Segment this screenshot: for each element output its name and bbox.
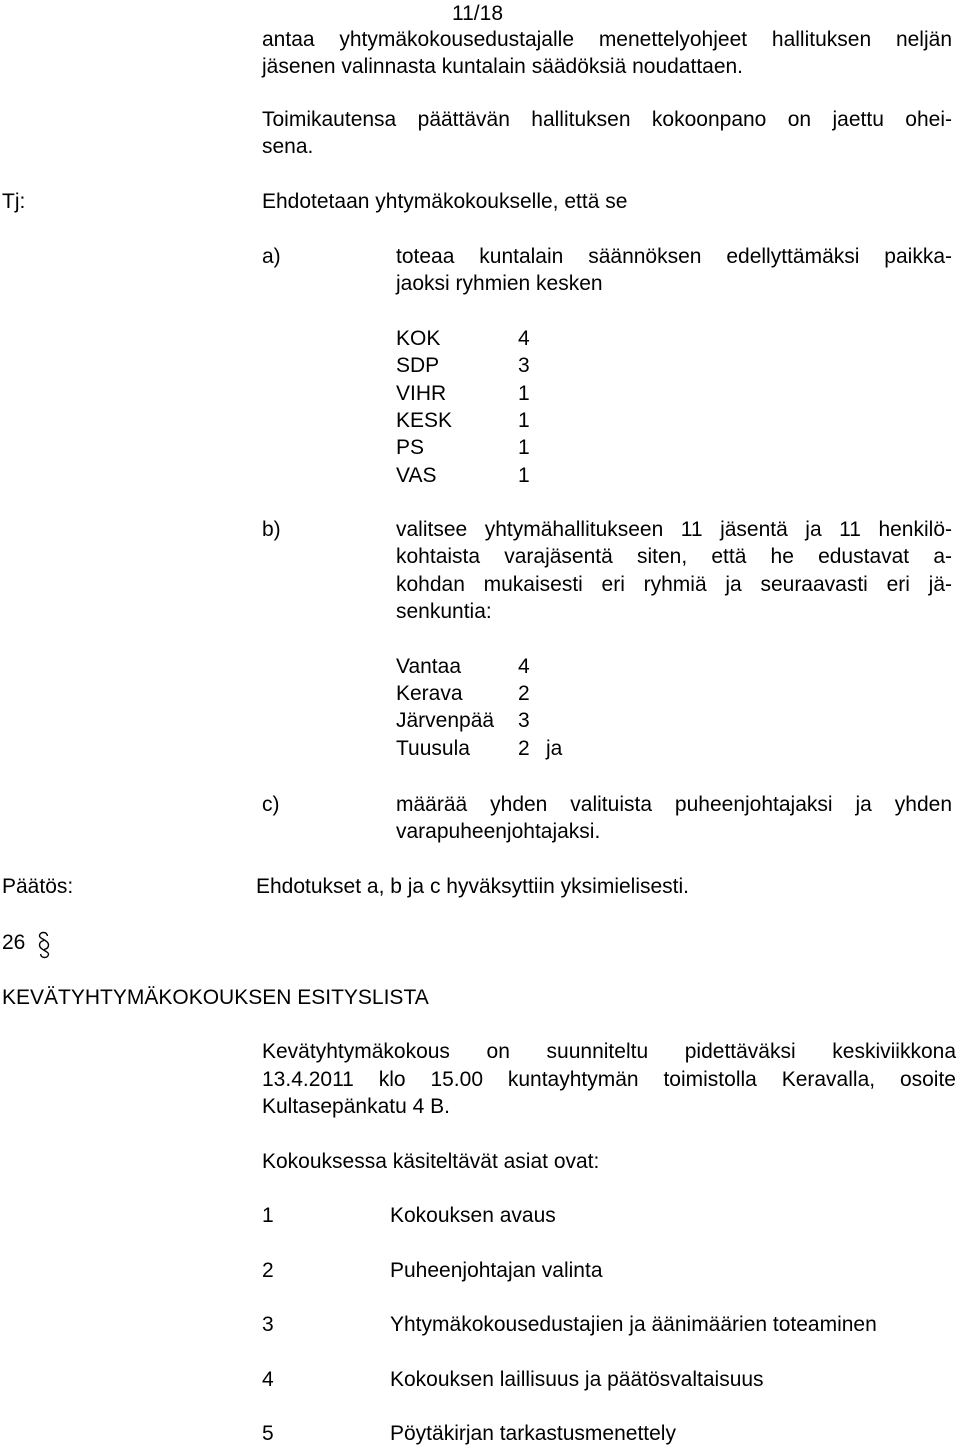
item-c-line: varapuheenjohtajaksi. bbox=[396, 820, 601, 843]
item-b-line: kohtaista varajäsentä siten, että he edustavat a- bbox=[396, 545, 952, 568]
section-mark-icon bbox=[36, 930, 52, 960]
section-number: 26 bbox=[2, 931, 26, 954]
table-row bbox=[396, 680, 636, 707]
table-row bbox=[396, 380, 596, 407]
agenda-text: Pöytäkirjan tarkastusmenettely bbox=[390, 1422, 676, 1445]
intro-line: Toimikautensa päättävän hallituksen kokoonpano on jaettu ohei- bbox=[262, 108, 952, 131]
proposal-text: Ehdotetaan yhtymäkokoukselle, että se bbox=[262, 190, 628, 213]
item-a-line: toteaa kuntalain säännöksen edellyttämäksi paikka- bbox=[396, 245, 952, 268]
decision-text: Ehdotukset a, b ja c hyväksyttiin yksimielisesti. bbox=[256, 875, 690, 898]
municipality-count: 4 bbox=[518, 655, 530, 678]
agenda-number: 2 bbox=[262, 1259, 274, 1282]
list-item bbox=[262, 1366, 952, 1393]
party-seats: 1 bbox=[518, 382, 530, 405]
item-a-label: a) bbox=[262, 245, 281, 268]
decision-label: Päätös: bbox=[2, 875, 74, 898]
municipality-name: Kerava bbox=[396, 682, 463, 705]
agenda-number: 4 bbox=[262, 1368, 274, 1391]
list-item bbox=[262, 1202, 952, 1229]
party-seats: 1 bbox=[518, 409, 530, 432]
item-c-line: määrää yhden valituista puheenjohtajaksi ja yhden bbox=[396, 793, 952, 816]
agenda-intro: Kokouksessa käsiteltävät asiat ovat: bbox=[262, 1150, 600, 1173]
item-b-line: kohdan mukaisesti eri ryhmiä ja seuraavasti eri jä- bbox=[396, 573, 952, 596]
party-seats: 4 bbox=[518, 327, 530, 350]
list-item bbox=[262, 1257, 952, 1284]
party-name: SDP bbox=[396, 354, 440, 377]
agenda-text: Puheenjohtajan valinta bbox=[390, 1259, 603, 1282]
table-row bbox=[396, 735, 636, 762]
party-name: PS bbox=[396, 436, 425, 459]
section-para-line: Kultasepänkatu 4 B. bbox=[262, 1095, 450, 1118]
section-para-line: 13.4.2011 klo 15.00 kuntayhtymän toimistolla Keravalla, osoite bbox=[262, 1068, 956, 1091]
page-number: 11/18 bbox=[452, 2, 503, 25]
municipality-name: Järvenpää bbox=[396, 709, 495, 732]
party-seats: 1 bbox=[518, 464, 530, 487]
section-title: KEVÄTYHTYMÄKOKOUKSEN ESITYSLISTA bbox=[2, 986, 429, 1009]
table-row bbox=[396, 434, 596, 461]
agenda-number: 1 bbox=[262, 1204, 274, 1227]
agenda-text: Yhtymäkokousedustajien ja äänimäärien toteaminen bbox=[390, 1313, 877, 1336]
municipality-count: 2 bbox=[518, 737, 530, 760]
party-name: VIHR bbox=[396, 382, 447, 405]
municipality-count: 3 bbox=[518, 709, 530, 732]
agenda-text: Kokouksen laillisuus ja päätösvaltaisuus bbox=[390, 1368, 764, 1391]
item-a-line: jaoksi ryhmien kesken bbox=[396, 272, 603, 295]
proposal-label: Tj: bbox=[2, 190, 26, 213]
table-row bbox=[396, 462, 596, 489]
party-name: KESK bbox=[396, 409, 453, 432]
intro-line: antaa yhtymäkokousedustajalle menettelyohjeet hallituksen neljän bbox=[262, 28, 952, 51]
party-name: VAS bbox=[396, 464, 437, 487]
item-b-label: b) bbox=[262, 518, 281, 541]
agenda-text: Kokouksen avaus bbox=[390, 1204, 556, 1227]
list-item bbox=[262, 1311, 952, 1338]
municipality-suffix: ja bbox=[546, 737, 563, 760]
agenda-number: 3 bbox=[262, 1313, 274, 1336]
item-c-label: c) bbox=[262, 793, 280, 816]
agenda-number: 5 bbox=[262, 1422, 274, 1445]
municipality-name: Tuusula bbox=[396, 737, 470, 760]
party-name: KOK bbox=[396, 327, 441, 350]
section-para-line: Kevätyhtymäkokous on suunniteltu pidettäväksi keskiviikkona bbox=[262, 1040, 956, 1063]
party-seats: 1 bbox=[518, 436, 530, 459]
municipality-count: 2 bbox=[518, 682, 530, 705]
table-row bbox=[396, 352, 596, 379]
item-b-line: senkuntia: bbox=[396, 600, 492, 623]
item-b-line: valitsee yhtymähallitukseen 11 jäsentä ja 11 henkilö- bbox=[396, 518, 952, 541]
list-item bbox=[262, 1420, 952, 1447]
intro-line: jäsenen valinnasta kuntalain säädöksiä noudattaen. bbox=[262, 55, 744, 78]
table-row bbox=[396, 407, 596, 434]
party-seats: 3 bbox=[518, 354, 530, 377]
municipality-name: Vantaa bbox=[396, 655, 461, 678]
intro-line: sena. bbox=[262, 135, 314, 158]
table-row bbox=[396, 653, 636, 680]
table-row bbox=[396, 707, 636, 734]
table-row bbox=[396, 325, 596, 352]
